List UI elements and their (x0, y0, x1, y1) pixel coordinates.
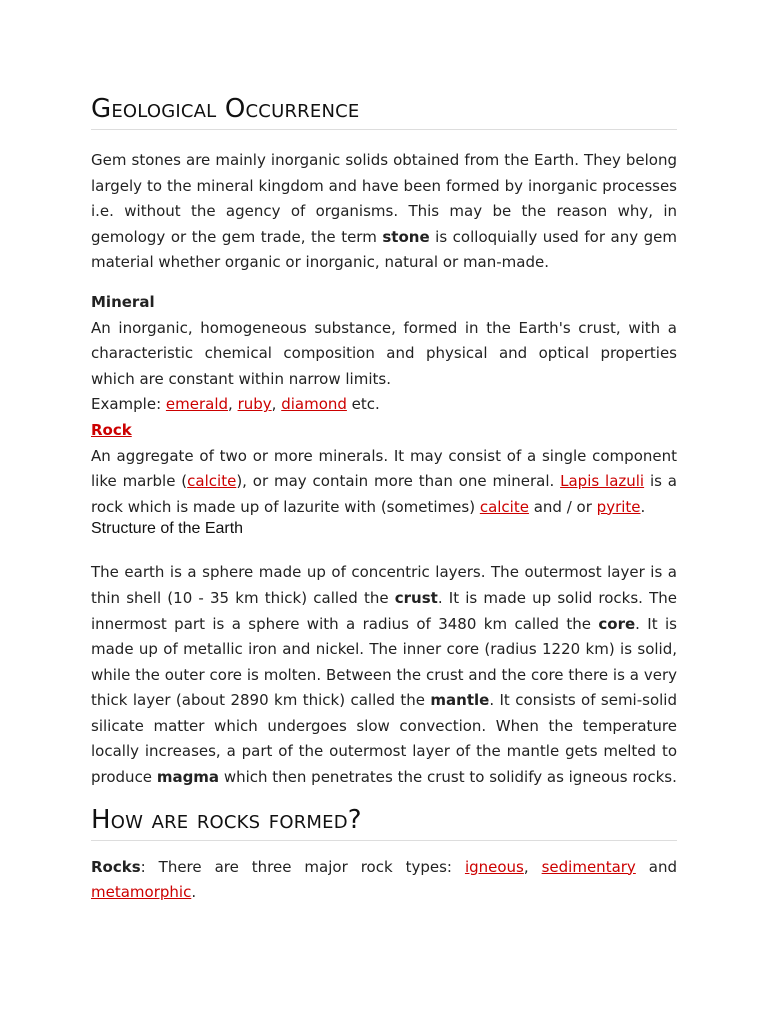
mineral-sep-2: , (271, 395, 282, 414)
bold-magma: magma (156, 768, 220, 787)
rock-term-link[interactable]: Rock (91, 420, 132, 439)
structure-text-2: . It is made up solid rocks. The innermost part is a sphere with a radius of 3480 km called the (91, 588, 677, 633)
bold-rocks: Rocks (91, 857, 141, 876)
rock-text-4: and / or (528, 497, 597, 516)
rock-definition (91, 444, 677, 521)
mineral-definition (91, 316, 677, 393)
igneous-link[interactable]: igneous (464, 857, 524, 876)
diamond-link[interactable]: diamond (281, 395, 347, 414)
bold-crust: crust (394, 588, 438, 607)
rocks-sep-1: , (523, 857, 542, 876)
sedimentary-link[interactable]: sedimentary (541, 857, 636, 876)
intro-text-1: Gem stones are mainly inorganic solids obtained from the Earth. They belong largely to the mineral kingdom and have been formed by inorganic processes i.e. without the agency of organisms. This may be the reason why, in gemology or the gem trade, the term (91, 151, 677, 246)
metamorphic-link[interactable]: metamorphic (91, 883, 192, 902)
intro-paragraph (91, 148, 677, 276)
rocks-text-1: : There are three major rock types: (140, 857, 465, 876)
lapis-lazuli-link[interactable]: Lapis lazuli (560, 472, 645, 491)
emerald-link[interactable]: emerald (165, 395, 229, 414)
intro-bold-stone: stone (382, 227, 430, 246)
mineral-example-suffix: etc. (346, 395, 380, 414)
structure-heading: Structure of the Earth (91, 520, 244, 538)
mineral-term: Mineral (91, 292, 155, 311)
mineral-example-prefix: Example: (91, 395, 166, 414)
section-heading-geological-occurrence: Geological Occurrence (91, 92, 677, 130)
bold-core: core (598, 614, 636, 633)
document-content (91, 92, 677, 906)
intro-text-2: is colloquially used for any gem material whether organic or inorganic, natural or man-made. (91, 227, 677, 272)
structure-text-5: which then penetrates the crust to solidify as igneous rocks. (219, 768, 677, 787)
calcite-link[interactable]: calcite (187, 472, 237, 491)
rocks-sep-2: and (635, 857, 677, 876)
structure-text-3: . It is made up of metallic iron and nickel. The inner core (radius 1220 km) is solid, while the outer core is molten. Between the crust and the core there is a very thick layer (about 2890 km thick) called the (91, 614, 677, 710)
rocks-paragraph (91, 855, 677, 906)
rock-text-1: An aggregate of two or more minerals. It may consist of a single component like marble ( (91, 446, 677, 491)
structure-text-4: . It consists of semi-solid silicate matter which undergoes slow convection. When the temperature locally increases, a part of the outermost layer of the mantle gets melted to produce (91, 691, 677, 787)
structure-text-1: The earth is a sphere made up of concentric layers. The outermost layer is a thin shell (10 - 35 km thick) called the (91, 563, 677, 607)
rock-text-5: . (640, 497, 646, 516)
mineral-definition-text: An inorganic, homogeneous substance, formed in the Earth's crust, with a characteristic chemical composition and physical and optical properties which are constant within narrow limits. (91, 318, 677, 388)
rock-text-3: is a rock which is made up of lazurite with (sometimes) (91, 472, 677, 516)
calcite-link-2[interactable]: calcite (479, 497, 529, 516)
pyrite-link[interactable]: pyrite (596, 497, 641, 516)
ruby-link[interactable]: ruby (237, 395, 272, 414)
rock-text-2: ), or may contain more than one mineral. (236, 472, 561, 491)
structure-paragraph (91, 560, 677, 790)
rocks-text-2: . (191, 883, 197, 902)
bold-mantle: mantle (430, 691, 490, 710)
mineral-sep-1: , (228, 395, 238, 414)
mineral-example (91, 392, 677, 418)
section-heading-rocks-formed: How are rocks formed? (91, 803, 677, 841)
